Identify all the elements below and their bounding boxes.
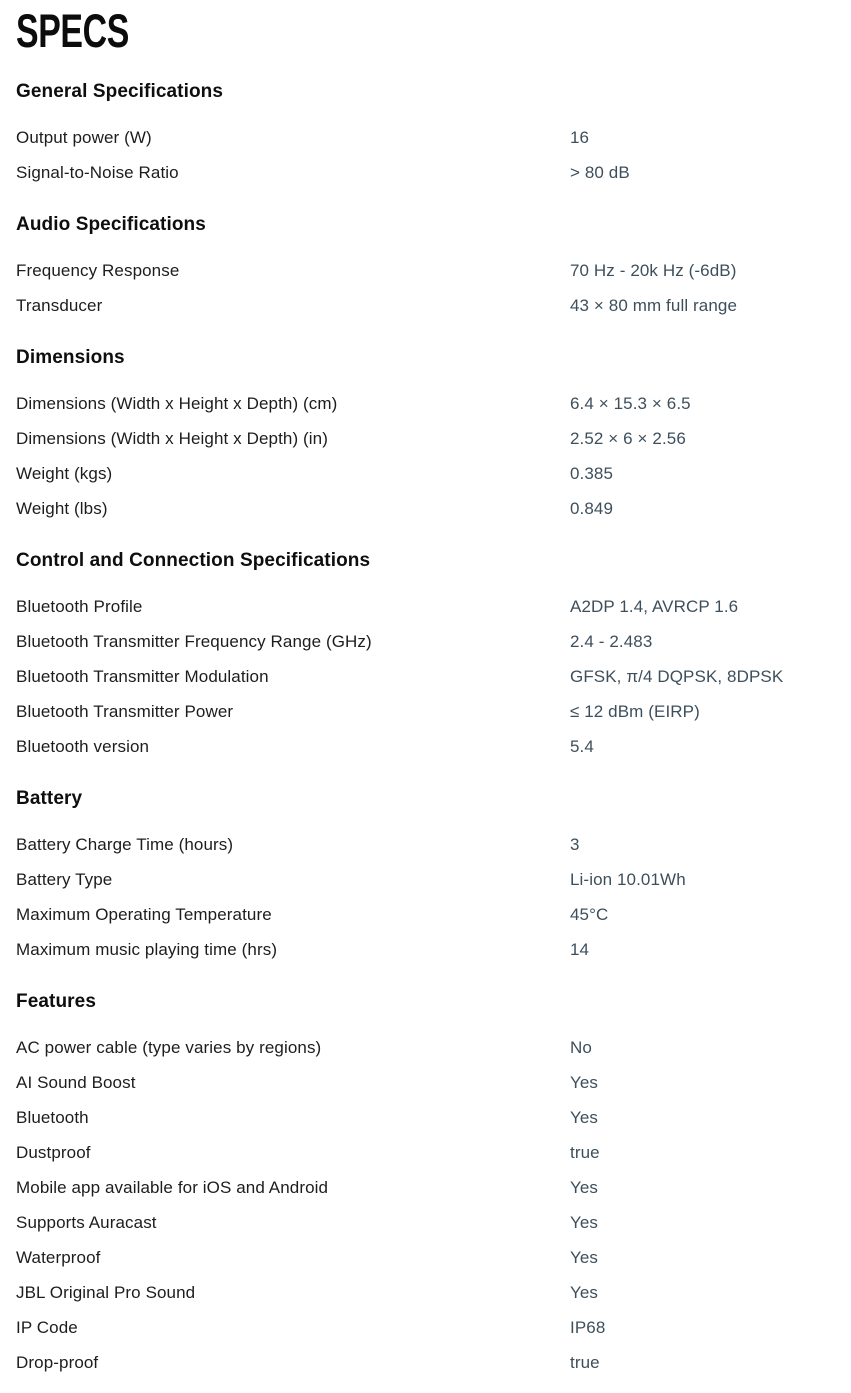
spec-row: [16, 624, 835, 659]
spec-value: IP68: [570, 1317, 606, 1337]
spec-value: GFSK, π/4 DQPSK, 8DPSK: [570, 666, 784, 686]
spec-value: 45°C: [570, 904, 609, 924]
spec-value: 3: [570, 834, 580, 854]
spec-label: Mobile app available for iOS and Android: [16, 1177, 329, 1197]
spec-value: 70 Hz - 20k Hz (-6dB): [570, 260, 737, 280]
section-title: General Specifications: [16, 81, 224, 102]
spec-row: [16, 155, 835, 190]
spec-value: Yes: [570, 1177, 599, 1197]
section-title: Dimensions: [16, 347, 125, 368]
spec-label: Bluetooth Profile: [16, 596, 143, 616]
spec-label: JBL Original Pro Sound: [16, 1282, 196, 1302]
spec-value: Yes: [570, 1282, 599, 1302]
spec-label: Bluetooth Transmitter Power: [16, 701, 234, 721]
spec-row: [16, 120, 835, 155]
section-dimensions: [16, 346, 835, 526]
spec-row: [16, 1030, 835, 1065]
spec-value: 2.52 × 6 × 2.56: [570, 428, 686, 448]
spec-row: [16, 1135, 835, 1170]
spec-row: [16, 288, 835, 323]
spec-value: 16: [570, 127, 590, 147]
spec-row: [16, 932, 835, 967]
spec-label: Maximum music playing time (hrs): [16, 939, 278, 959]
spec-value: No: [570, 1037, 592, 1057]
section-features: [16, 990, 835, 1380]
spec-value: ≤ 12 dBm (EIRP): [570, 701, 700, 721]
spec-label: Transducer: [16, 295, 103, 315]
spec-label: Output power (W): [16, 127, 152, 147]
spec-row: [16, 589, 835, 624]
spec-value: 6.4 × 15.3 × 6.5: [570, 393, 691, 413]
spec-value: A2DP 1.4, AVRCP 1.6: [570, 596, 739, 616]
spec-row: [16, 1345, 835, 1380]
spec-row: [16, 1240, 835, 1275]
section-general-specifications: [16, 80, 835, 190]
spec-value: 5.4: [570, 736, 594, 756]
spec-value: > 80 dB: [570, 162, 630, 182]
spec-value: 0.849: [570, 498, 614, 518]
spec-label: Waterproof: [16, 1247, 101, 1267]
spec-row: [16, 1205, 835, 1240]
spec-value: 0.385: [570, 463, 614, 483]
page-title: SPECS: [16, 4, 129, 57]
spec-row: [16, 1275, 835, 1310]
spec-value: 43 × 80 mm full range: [570, 295, 737, 315]
section-title: Audio Specifications: [16, 214, 206, 235]
spec-row: [16, 253, 835, 288]
spec-label: Drop-proof: [16, 1352, 99, 1372]
spec-value: Yes: [570, 1247, 599, 1267]
spec-label: AI Sound Boost: [16, 1072, 136, 1092]
spec-row: [16, 1310, 835, 1345]
spec-value: 2.4 - 2.483: [570, 631, 653, 651]
spec-label: Battery Type: [16, 869, 113, 889]
spec-value: 14: [570, 939, 590, 959]
spec-label: Bluetooth Transmitter Frequency Range (GHz): [16, 631, 372, 651]
section-audio-specifications: [16, 213, 835, 323]
section-title: Control and Connection Specifications: [16, 550, 371, 571]
section-control-and-connection: [16, 549, 835, 764]
spec-label: Dustproof: [16, 1142, 91, 1162]
spec-row: [16, 456, 835, 491]
spec-row: [16, 862, 835, 897]
spec-label: Dimensions (Width x Height x Depth) (in): [16, 428, 328, 448]
spec-label: Bluetooth version: [16, 736, 150, 756]
spec-value: Yes: [570, 1212, 599, 1232]
spec-value: Li-ion 10.01Wh: [570, 869, 686, 889]
spec-row: [16, 729, 835, 764]
spec-value: Yes: [570, 1107, 599, 1127]
spec-label: Dimensions (Width x Height x Depth) (cm): [16, 393, 338, 413]
spec-row: [16, 1170, 835, 1205]
spec-value: Yes: [570, 1072, 599, 1092]
spec-value: true: [570, 1142, 600, 1162]
spec-row: [16, 694, 835, 729]
spec-label: IP Code: [16, 1317, 78, 1337]
spec-label: Battery Charge Time (hours): [16, 834, 234, 854]
spec-row: [16, 491, 835, 526]
section-title: Features: [16, 991, 97, 1012]
spec-label: Weight (lbs): [16, 498, 108, 518]
spec-label: Maximum Operating Temperature: [16, 904, 272, 924]
spec-row: [16, 421, 835, 456]
spec-label: Bluetooth: [16, 1107, 89, 1127]
spec-label: Supports Auracast: [16, 1212, 157, 1232]
spec-row: [16, 1100, 835, 1135]
section-battery: [16, 787, 835, 967]
spec-row: [16, 386, 835, 421]
spec-value: true: [570, 1352, 600, 1372]
spec-row: [16, 659, 835, 694]
spec-label: Weight (kgs): [16, 463, 113, 483]
spec-label: Frequency Response: [16, 260, 180, 280]
spec-label: AC power cable (type varies by regions): [16, 1037, 322, 1057]
spec-label: Signal-to-Noise Ratio: [16, 162, 179, 182]
spec-row: [16, 827, 835, 862]
spec-row: [16, 897, 835, 932]
section-title: Battery: [16, 788, 83, 809]
spec-label: Bluetooth Transmitter Modulation: [16, 666, 269, 686]
spec-row: [16, 1065, 835, 1100]
